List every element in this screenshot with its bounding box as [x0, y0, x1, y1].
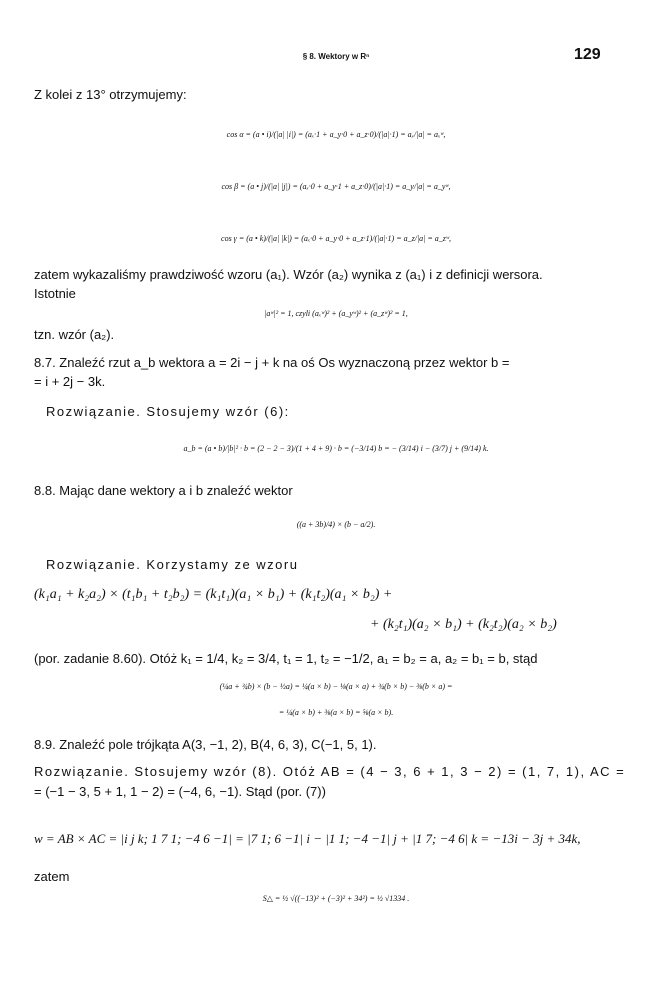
- text-line: (por. zadanie 8.60). Otóż k₁ = 1/4, k₂ = 3/4, t₁ = 1, t₂ = −1/2, a₁ = b₂ = a, a₂ = b₁ = b, stąd: [34, 651, 538, 666]
- problem-8-7-statement-cont: = i + 2j − 3k.: [34, 374, 106, 389]
- equation-determinant: w = AB × AC = |i j k; 1 7 1; −4 6 −1| = |7 1; 6 −1| i − |1 1; −4 −1| j + |1 7; −4 6| k = −13i − 3j + 34k,: [34, 831, 581, 846]
- text-line: = (−1 − 3, 5 + 1, 1 − 2) = (−4, 6, −1). Stąd (por. (7)): [34, 784, 326, 799]
- problem-8-7-statement: 8.7. Znaleźć rzut a_b wektora a = 2i − j + k na oś Os wyznaczoną przez wektor b =: [34, 355, 510, 370]
- solution-8-7-intro: Rozwiązanie. Stosujemy wzór (6):: [46, 404, 290, 419]
- equation-target-vector: ((a + 3b)/4) × (b − a/2).: [296, 520, 376, 529]
- text-line: zatem: [34, 869, 70, 884]
- text-line: tzn. wzór (a₂).: [34, 327, 115, 342]
- equation-bilinear-cont: + (k₂t₁)(a₂ × b₁) + (k₂t₂)(a₂ × b₂): [370, 617, 557, 632]
- running-header: § 8. Wektory w Rⁿ: [302, 52, 370, 61]
- equation-cross-expand: (¼a + ¾b) × (b − ½a) = ¼(a × b) − ⅛(a × a) + ¾(b × b) − ⅜(b × a) =: [219, 682, 453, 691]
- equation-cross-result: = ¼(a × b) + ⅜(a × b) = ⅝(a × b).: [278, 708, 394, 717]
- solution-8-9-intro: Rozwiązanie. Stosujemy wzór (8). Otóż AB = (4 − 3, 6 + 1, 3 − 2) = (1, 7, 1), AC =: [34, 764, 626, 779]
- text-line: zatem wykazaliśmy prawdziwość wzoru (a₁). Wzór (a₂) wynika z (a₁) i z definicji wersora.: [34, 267, 543, 282]
- equation-cos-beta: cos β = (a • j)/(|a| |j|) = (aₓ·0 + a_y·1 + a_z·0)/(|a|·1) = a_y/|a| = a_yʷ,: [221, 182, 451, 191]
- equation-unit-vector: |aʷ|² = 1, czyli (aₓʷ)² + (a_yʷ)² + (a_zʷ)² = 1,: [264, 309, 408, 318]
- equation-cos-gamma: cos γ = (a • k)/(|a| |k|) = (aₓ·0 + a_y·0 + a_z·1)/(|a|·1) = a_z/|a| = a_zʷ,: [221, 234, 451, 243]
- text-line: Istotnie: [34, 286, 76, 301]
- problem-8-9-statement: 8.9. Znaleźć pole trójkąta A(3, −1, 2), B(4, 6, 3), C(−1, 5, 1).: [34, 737, 377, 752]
- equation-cos-alpha: cos α = (a • i)/(|a| |i|) = (aₓ·1 + a_y·0 + a_z·0)/(|a|·1) = aₓ/|a| = aₓʷ,: [226, 130, 446, 139]
- problem-8-8-statement: 8.8. Mając dane wektory a i b znaleźć wektor: [34, 483, 293, 498]
- text-line: Z kolei z 13° otrzymujemy:: [34, 87, 187, 102]
- page-number: 129: [574, 46, 601, 63]
- equation-bilinear: (k₁a₁ + k₂a₂) × (t₁b₁ + t₂b₂) = (k₁t₁)(a₁ × b₁) + (k₁t₂)(a₁ × b₂) +: [34, 587, 393, 602]
- equation-triangle-area: S△ = ½ √((−13)² + (−3)² + 34²) = ½ √1334 .: [262, 894, 410, 903]
- equation-projection: a_b = (a • b)/|b|² · b = (2 − 2 − 3)/(1 + 4 + 9) · b = (−3/14) b = − (3/14) i − (3/7) j + (9/14) k.: [183, 444, 489, 453]
- solution-8-8-intro: Rozwiązanie. Korzystamy ze wzoru: [46, 557, 299, 572]
